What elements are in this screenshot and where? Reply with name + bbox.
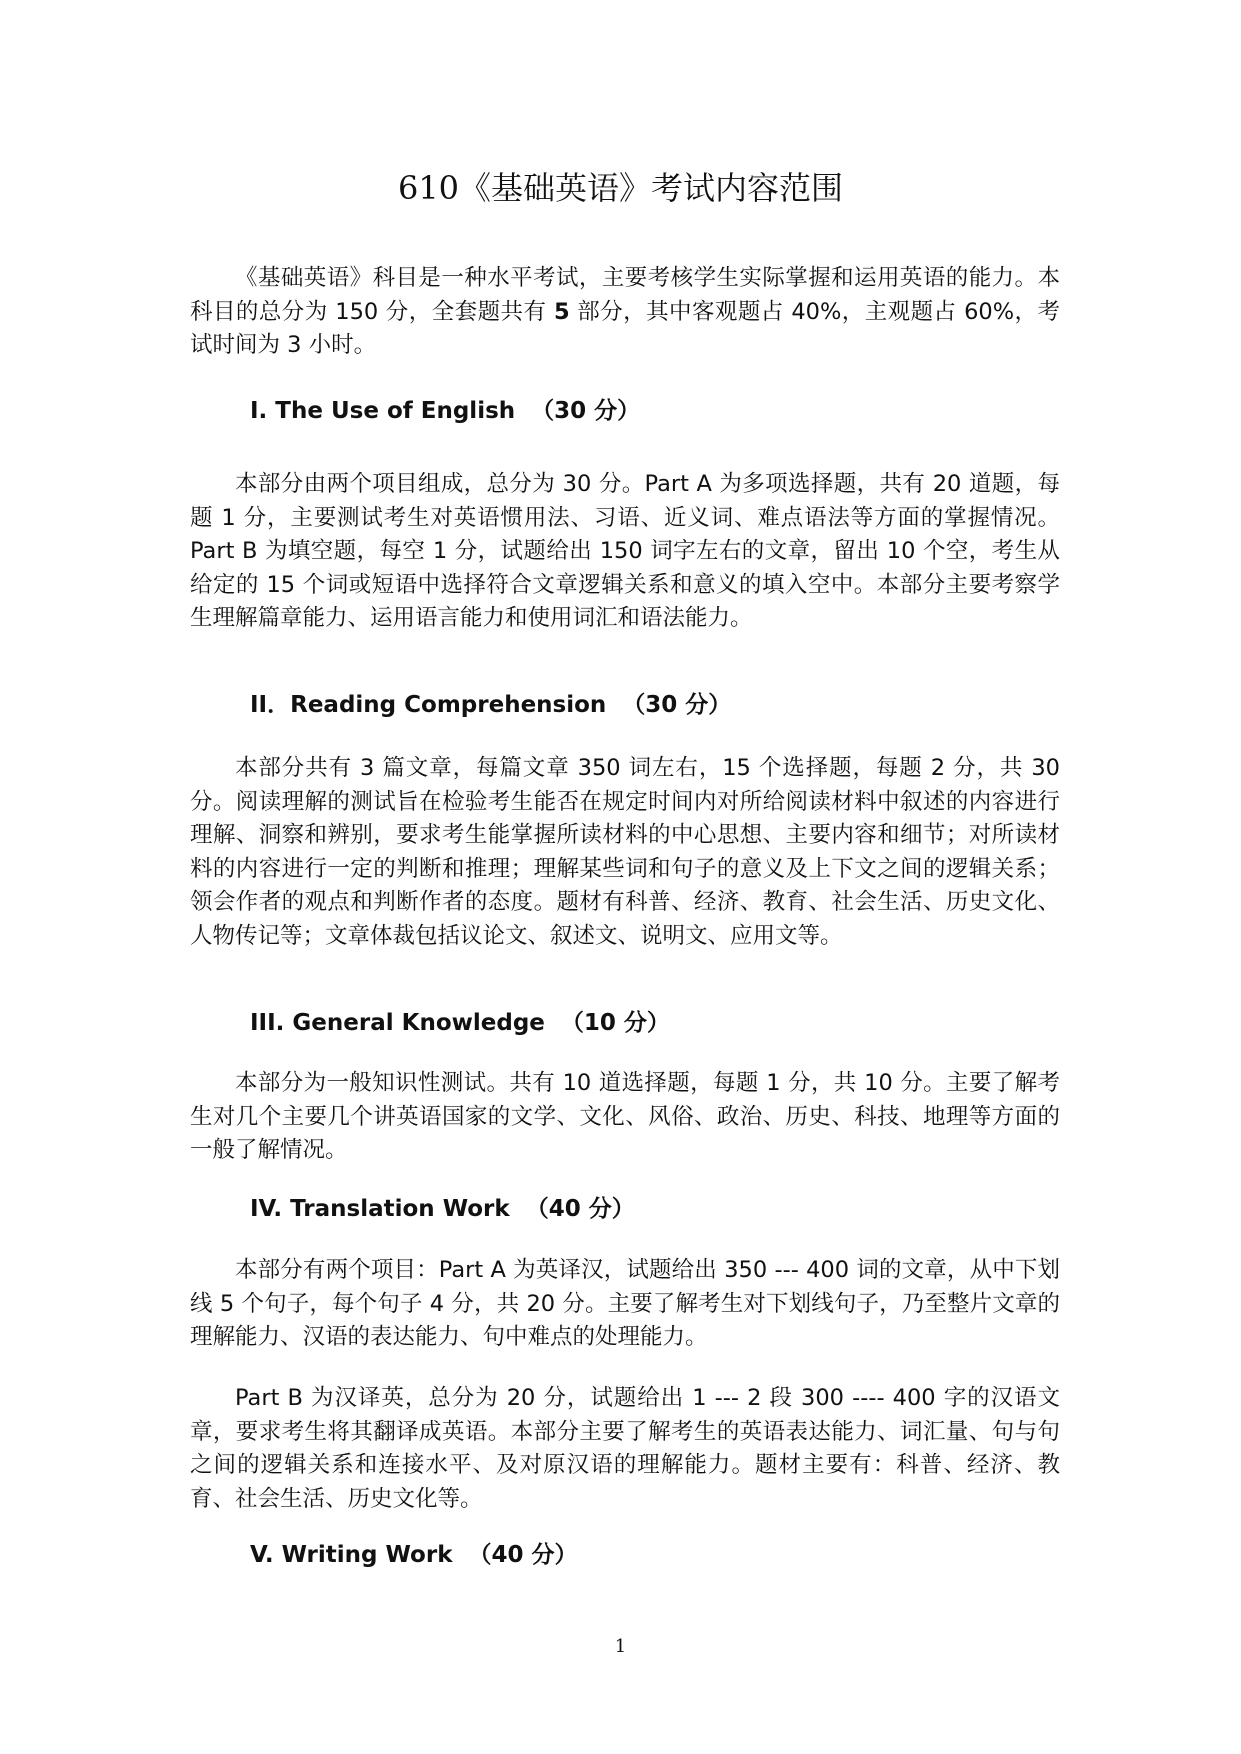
section-heading-writing-work	[250, 1540, 578, 1570]
section-heading-title: III. General Knowledge	[250, 1010, 545, 1036]
intro-bold-count: 5	[554, 298, 570, 325]
section-heading-points: （40 分）	[525, 1196, 635, 1222]
section-heading-points: （10 分）	[560, 1010, 670, 1036]
section-paragraph: 本部分有两个项目：Part A 为英译汉，试题给出 350 --- 400 词的文章，从中下划线 5 个句子，每个句子 4 分，共 20 分。主要了解考生对下划线句子，乃至整片文章的理解能力、汉语的表达能力、句中难点的处理能力。	[190, 1257, 1060, 1350]
section-heading-title: I. The Use of English	[250, 398, 516, 424]
section-heading-points: （30 分）	[531, 398, 641, 424]
section-heading-title: V. Writing Work	[250, 1542, 453, 1568]
page-number: 1	[614, 1636, 627, 1657]
section-heading-use-of-english	[250, 396, 640, 426]
intro-text-2: 部分，其中客观题占 40%，主观题占 60%，考试时间为 3 小时。	[190, 298, 1060, 358]
page-title: 610《基础英语》考试内容范围	[397, 169, 844, 207]
section-paragraph: 本部分为一般知识性测试。共有 10 道选择题，每题 1 分，共 10 分。主要了解考生对几个主要几个讲英语国家的文学、文化、风俗、政治、历史、科技、地理等方面的一般了解情况。	[190, 1070, 1060, 1163]
intro-paragraph	[190, 262, 1060, 363]
section-heading-general-knowledge	[250, 1008, 670, 1038]
intro-text-1: 《基础英语》科目是一种水平考试，主要考核学生实际掌握和运用英语的能力。本科目的总分为 150 分，全套题共有	[190, 265, 1060, 325]
section-paragraph: 本部分共有 3 篇文章，每篇文章 350 词左右，15 个选择题，每题 2 分，共 30 分。阅读理解的测试旨在检验考生能否在规定时间内对所给阅读材料中叙述的内容进行理解、洞察和辨别，要求考生能掌握所读材料的中心思想、主要内容和细节；对所读材料的内容进行一定的判断和推理；理解某些词和句子的意义及上下文之间的逻辑关系；领会作者的观点和判断作者的态度。题材有科普、经济、教育、社会生活、历史文化、人物传记等；文章体裁包括议论文、叙述文、说明文、应用文等。	[190, 755, 1060, 949]
section-heading-title: IV. Translation Work	[250, 1196, 510, 1222]
section-heading-title: II．Reading Comprehension	[250, 692, 607, 718]
section-paragraph: Part B 为汉译英，总分为 20 分，试题给出 1 --- 2 段 300 ---- 400 字的汉语文章，要求考生将其翻译成英语。本部分主要了解考生的英语表达能力、词汇量、句与句之间的逻辑关系和连接水平、及对原汉语的理解能力。题材主要有：科普、经济、教育、社会生活、历史文化等。	[190, 1385, 1060, 1512]
section-heading-reading-comprehension	[250, 690, 731, 720]
section-paragraph: 本部分由两个项目组成，总分为 30 分。Part A 为多项选择题，共有 20 道题，每题 1 分，主要测试考生对英语惯用法、习语、近义词、难点语法等方面的掌握情况。Part B 为填空题，每空 1 分，试题给出 150 词字左右的文章，留出 10 个空，考生从给定的 15 个词或短语中选择符合文章逻辑关系和意义的填入空中。本部分主要考察学生理解篇章能力、运用语言能力和使用词汇和语法能力。	[190, 471, 1060, 631]
section-heading-translation-work	[250, 1194, 635, 1224]
section-heading-points: （30 分）	[622, 692, 732, 718]
section-heading-points: （40 分）	[468, 1542, 578, 1568]
